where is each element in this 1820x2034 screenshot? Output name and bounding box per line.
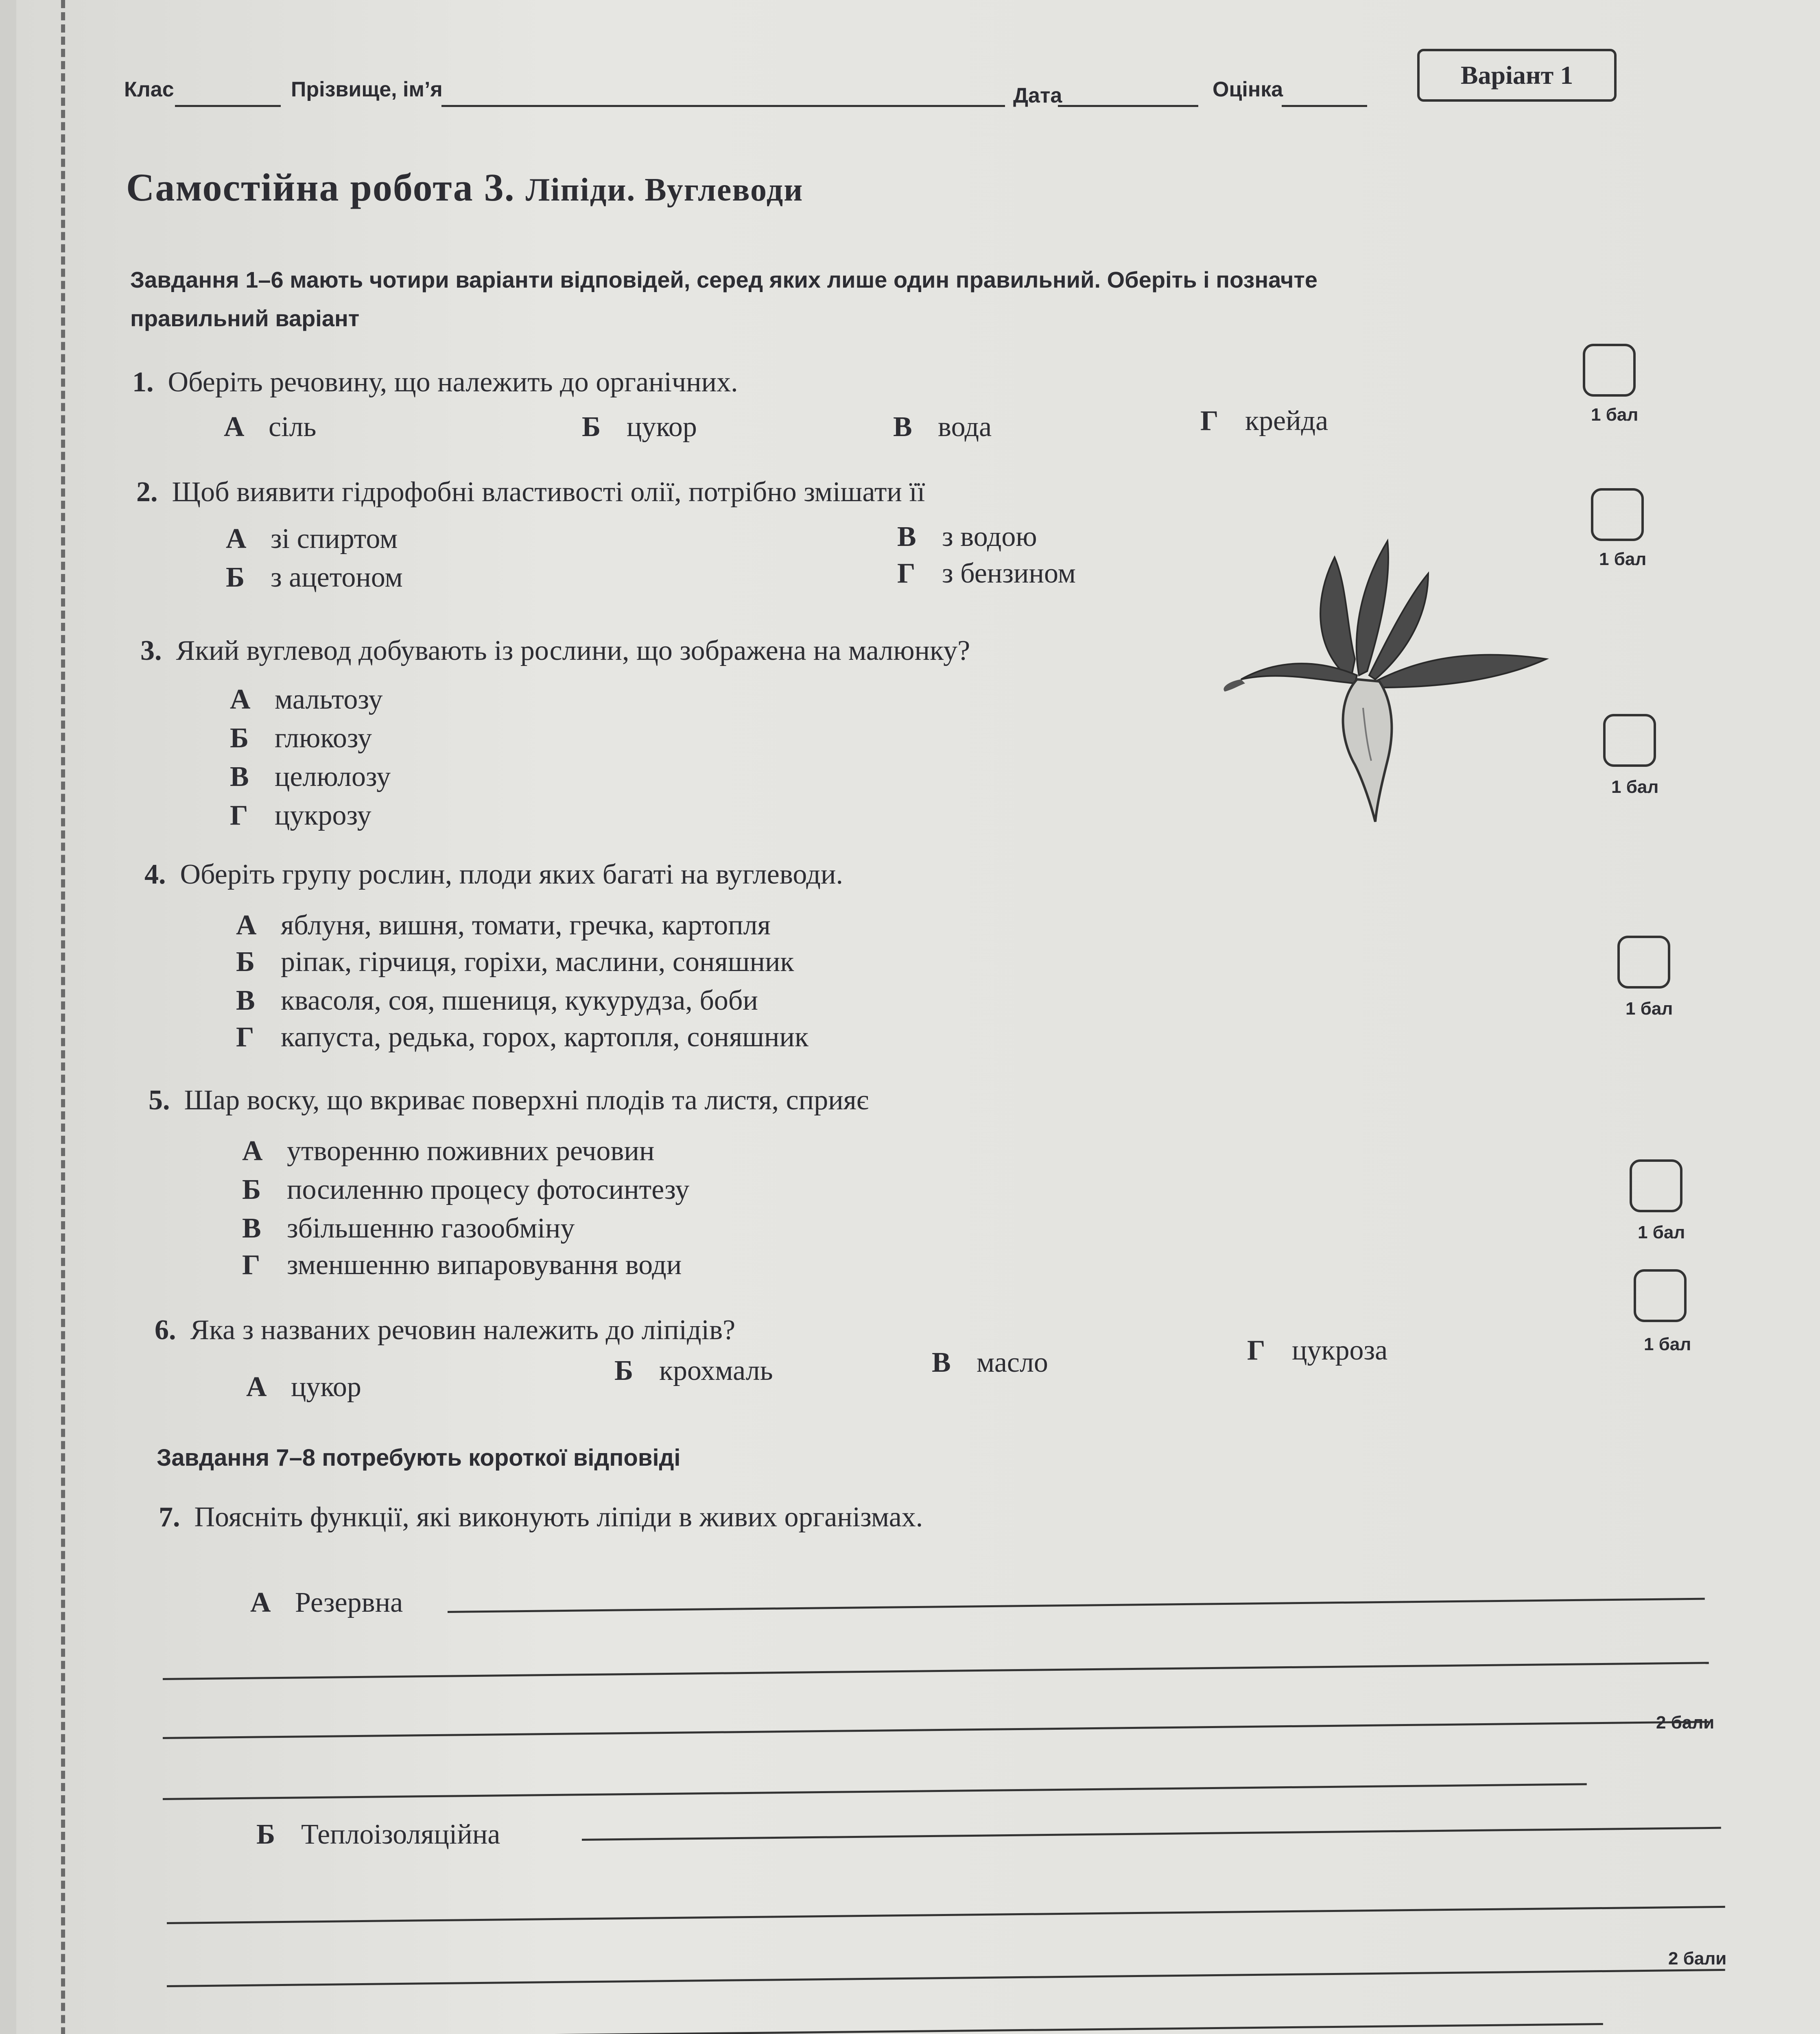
q7-part-a-label: А Резервна bbox=[250, 1587, 403, 1618]
page-title bbox=[126, 165, 803, 210]
name-field[interactable] bbox=[441, 105, 1005, 107]
class-field[interactable] bbox=[175, 105, 281, 107]
q2-option-c[interactable]: В з водою bbox=[897, 521, 1037, 552]
q7-part-b-label: Б Теплоізоляційна bbox=[256, 1819, 500, 1850]
question-text: Шар воску, що вкриває поверхні плодів та листя, сприяє bbox=[184, 1085, 869, 1116]
points-5: 1 бал bbox=[1638, 1222, 1685, 1242]
title-sub: Ліпіди. Вуглеводи bbox=[525, 172, 804, 208]
q4-option-d[interactable]: Г капуста, редька, горох, картопля, соняшник bbox=[236, 1021, 808, 1053]
points-1: 1 бал bbox=[1591, 405, 1639, 425]
grade-label: Оцінка bbox=[1213, 78, 1283, 101]
q1-option-c[interactable]: В вода bbox=[893, 411, 992, 443]
points-2: 1 бал bbox=[1599, 549, 1647, 569]
points-7b: 2 бали bbox=[1668, 1949, 1727, 1969]
section2-instruction: Завдання 7–8 потребують короткої відповіді bbox=[157, 1445, 681, 1471]
question-1 bbox=[132, 366, 738, 399]
q5-option-b[interactable]: Б посиленню процесу фотосинтезу bbox=[242, 1174, 690, 1205]
q2-option-b[interactable]: Б з ацетоном bbox=[226, 562, 403, 593]
q6-option-d[interactable]: Г цукроза bbox=[1247, 1335, 1388, 1366]
points-4: 1 бал bbox=[1626, 999, 1673, 1019]
answer-box-1[interactable] bbox=[1583, 344, 1636, 397]
name-label: Прізвище, ім’я bbox=[291, 78, 443, 101]
section1-instruction-line2: правильний варіант bbox=[130, 306, 360, 331]
sugar-beet-illustration bbox=[1217, 525, 1558, 826]
q1-option-d[interactable]: Г крейда bbox=[1200, 405, 1328, 436]
q4-option-a[interactable]: А яблуня, вишня, томати, гречка, картопля bbox=[236, 910, 771, 941]
question-text: Який вуглевод добувають із рослини, що зображена на малюнку? bbox=[176, 635, 970, 666]
q2-option-a[interactable]: А зі спиртом bbox=[226, 523, 398, 554]
question-5: 5. Шар воску, що вкриває поверхні плодів та листя, сприяє bbox=[149, 1085, 869, 1116]
q6-option-c[interactable]: В масло bbox=[932, 1347, 1048, 1378]
q2-option-d[interactable]: Г з бензином bbox=[897, 558, 1076, 589]
q5-option-a[interactable]: А утворенню поживних речовин bbox=[242, 1135, 655, 1167]
question-text: Оберіть групу рослин, плоди яких багаті на вуглеводи. bbox=[180, 859, 843, 890]
question-6: 6. Яка з названих речовин належить до ліпідів? bbox=[155, 1314, 736, 1346]
q6-option-a[interactable]: А цукор bbox=[246, 1371, 361, 1403]
q5-option-d[interactable]: Г зменшенню випаровування води bbox=[242, 1249, 682, 1281]
q4-option-c[interactable]: В квасоля, соя, пшениця, кукурудза, боби bbox=[236, 985, 758, 1016]
variant-badge: Варіант 1 bbox=[1417, 49, 1617, 102]
question-text: Поясніть функції, які виконують ліпіди в живих організмах. bbox=[194, 1501, 923, 1533]
points-6: 1 бал bbox=[1644, 1334, 1691, 1354]
date-field[interactable] bbox=[1058, 105, 1198, 107]
title-main: Самостійна робота 3. bbox=[126, 166, 515, 209]
answer-box-6[interactable] bbox=[1634, 1269, 1687, 1322]
q5-option-c[interactable]: В збільшенню газообміну bbox=[242, 1213, 575, 1244]
question-text: Щоб виявити гідрофобні властивості олії, потрібно змішати її bbox=[172, 476, 925, 508]
question-text: Оберіть речовину, що належить до органічних. bbox=[168, 367, 738, 398]
question-3: 3. Який вуглевод добувають із рослини, що зображена на малюнку? bbox=[140, 635, 970, 666]
answer-box-4[interactable] bbox=[1617, 936, 1670, 989]
q6-option-b[interactable]: Б крохмаль bbox=[614, 1355, 773, 1386]
section1-instruction-line1: Завдання 1–6 мають чотири варіанти відповідей, серед яких лише один правильний. Оберіть і позначте bbox=[130, 267, 1317, 292]
class-label: Клас bbox=[124, 78, 174, 101]
points-3: 1 бал bbox=[1611, 777, 1659, 797]
grade-field[interactable] bbox=[1282, 105, 1367, 107]
q1-option-b[interactable]: Б цукор bbox=[582, 411, 697, 443]
q4-option-b[interactable]: Б ріпак, гірчиця, горіхи, маслини, соняшник bbox=[236, 946, 794, 978]
q3-option-d[interactable]: Г цукрозу bbox=[230, 800, 371, 831]
answer-box-3[interactable] bbox=[1603, 714, 1656, 767]
perforation-line bbox=[61, 0, 65, 2034]
question-4: 4. Оберіть групу рослин, плоди яких багаті на вуглеводи. bbox=[144, 859, 843, 890]
date-label: Дата bbox=[1013, 84, 1062, 107]
question-7: 7. Поясніть функції, які виконують ліпіди в живих організмах. bbox=[159, 1501, 923, 1533]
q1-option-a[interactable]: А сіль bbox=[224, 411, 317, 443]
q3-option-a[interactable]: А мальтозу bbox=[230, 684, 383, 715]
points-7a: 2 бали bbox=[1656, 1713, 1715, 1733]
question-text: Яка з названих речовин належить до ліпідів? bbox=[190, 1314, 736, 1346]
q3-option-b[interactable]: Б глюкозу bbox=[230, 722, 372, 754]
answer-box-2[interactable] bbox=[1591, 488, 1644, 541]
question-number: 1. bbox=[132, 367, 154, 398]
answer-box-5[interactable] bbox=[1630, 1159, 1682, 1212]
q3-option-c[interactable]: В целюлозу bbox=[230, 761, 391, 792]
question-2: 2. Щоб виявити гідрофобні властивості олії, потрібно змішати її bbox=[136, 476, 925, 508]
